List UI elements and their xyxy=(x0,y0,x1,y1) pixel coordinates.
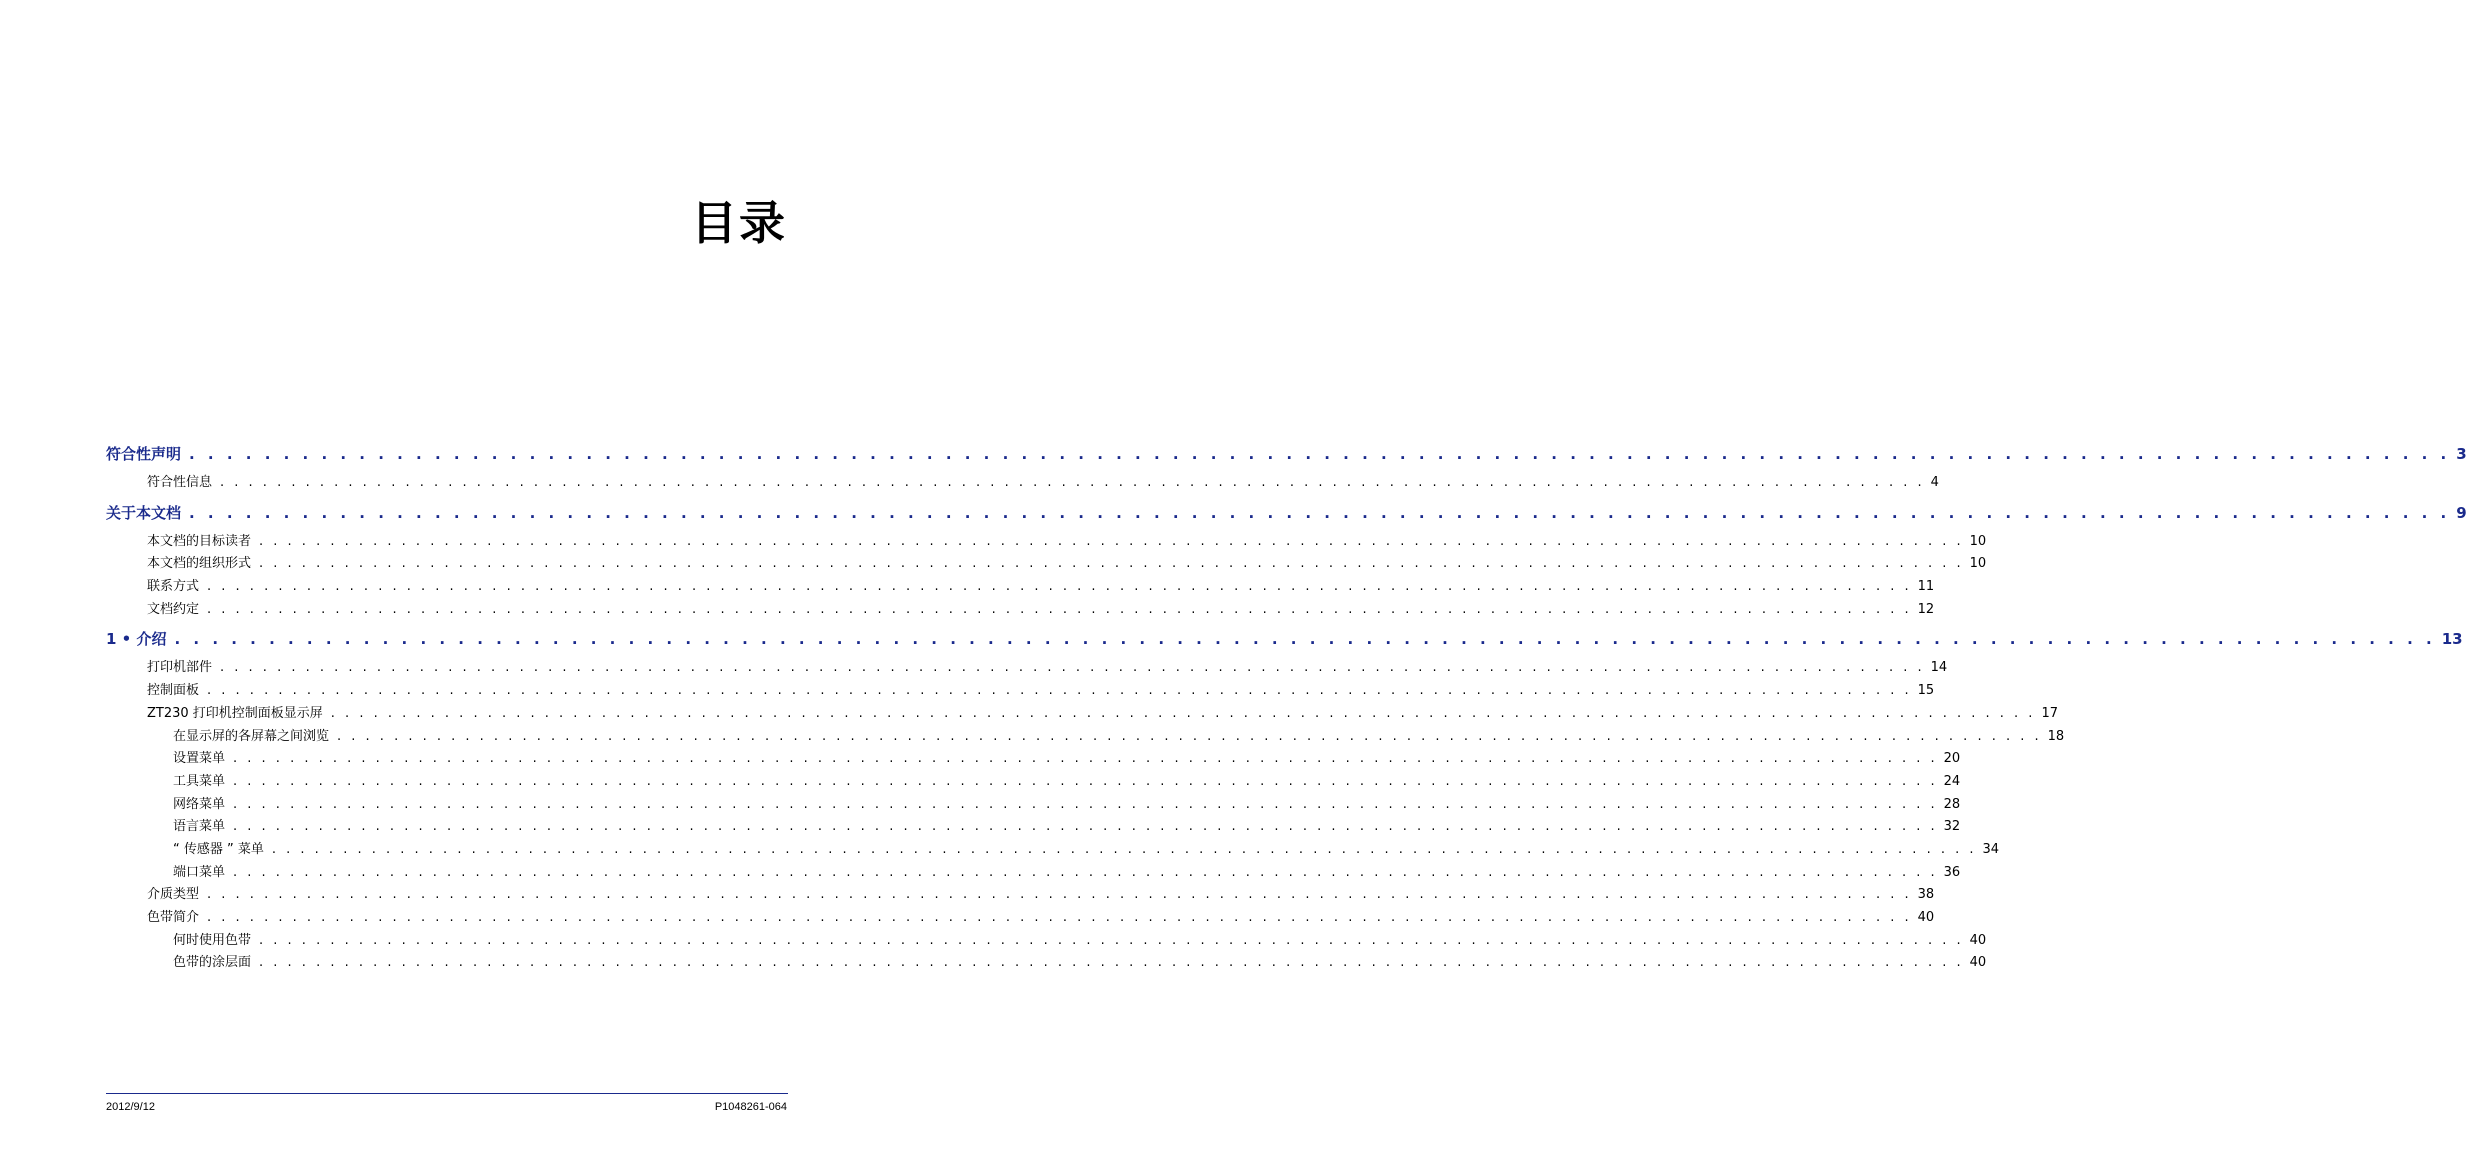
toc-dot-leader: . . . . . . . . . . . . . . . . . . . . . . . . . . . . . . . . . . . . . . . . . . . . . . . . . . . . . . . . . . . . . . . . . . . . . . . . . . . . . . . . . . . . . . . . . . . . . . . . . . . . . . . . . . . . . . . . . . . . . . . . xyxy=(259,955,1964,971)
toc-entry-label: 1 • 介绍 xyxy=(106,630,167,649)
toc-dot-leader: . . . . . . . . . . . . . . . . . . . . . . . . . . . . . . . . . . . . . . . . . . . . . . . . . . . . . . . . . . . . . . . . . . . . . . . . . . . . . . . . . . . . . . . . . . . . . . . . . . . . . . . . . . . . . . . . . . . . . . . . xyxy=(174,630,2436,649)
toc-entry-label: 介质类型 xyxy=(147,887,200,903)
toc-entry-label: 端口菜单 xyxy=(173,864,226,880)
toc-dot-leader: . . . . . . . . . . . . . . . . . . . . . . . . . . . . . . . . . . . . . . . . . . . . . . . . . . . . . . . . . . . . . . . . . . . . . . . . . . . . . . . . . . . . . . . . . . . . . . . . . . . . . . . . . . . . . . . . . . . . . . . . xyxy=(233,773,1938,789)
toc-page-number: 3 xyxy=(2456,445,2467,463)
toc-page-number: 40 xyxy=(1917,910,1935,925)
toc-dot-leader: . . . . . . . . . . . . . . . . . . . . . . . . . . . . . . . . . . . . . . . . . . . . . . . . . . . . . . . . . . . . . . . . . . . . . . . . . . . . . . . . . . . . . . . . . . . . . . . . . . . . . . . . . . . . . . . . . . . . . . . . xyxy=(207,683,1912,699)
toc-page-number: 9 xyxy=(2456,503,2467,522)
toc-chapter-entry[interactable] xyxy=(106,626,2463,657)
toc-entry-label: 打印机部件 xyxy=(147,660,213,676)
toc-entry[interactable] xyxy=(106,952,1987,975)
toc-dot-leader: . . . . . . . . . . . . . . . . . . . . . . . . . . . . . . . . . . . . . . . . . . . . . . . . . . . . . . . . . . . . . . . . . . . . . . . . . . . . . . . . . . . . . . . . . . . . . . . . . . . . . . . . . . . . . . . . . . . . . . . . xyxy=(233,864,1938,880)
toc-dot-leader: . . . . . . . . . . . . . . . . . . . . . . . . . . . . . . . . . . . . . . . . . . . . . . . . . . . . . . . . . . . . . . . . . . . . . . . . . . . . . . . . . . . . . . . . . . . . . . . . . . . . . . . . . . . . . . . . . . . . . . . . xyxy=(207,910,1912,925)
toc-page-number: 15 xyxy=(1917,683,1935,699)
toc-entry-label: 本文档的组织形式 xyxy=(147,556,252,572)
toc-entry[interactable] xyxy=(106,726,2065,749)
toc-page-number: 28 xyxy=(1943,796,1961,812)
toc-entry[interactable] xyxy=(106,576,1935,599)
toc-entry-label: 符合性信息 xyxy=(147,475,213,490)
toc-dot-leader: . . . . . . . . . . . . . . . . . . . . . . . . . . . . . . . . . . . . . . . . . . . . . . . . . . . . . . . . . . . . . . . . . . . . . . . . . . . . . . . . . . . . . . . . . . . . . . . . . . . . . . . . . . . . . . . . . . . . . . . . xyxy=(259,932,1964,948)
footer-date: 2012/9/12 xyxy=(106,1101,155,1113)
toc-dot-leader: . . . . . . . . . . . . . . . . . . . . . . . . . . . . . . . . . . . . . . . . . . . . . . . . . . . . . . . . . . . . . . . . . . . . . . . . . . . . . . . . . . . . . . . . . . . . . . . . . . . . . . . . . . . . . . . . . . . . . . . . xyxy=(207,887,1912,903)
toc-dot-leader: . . . . . . . . . . . . . . . . . . . . . . . . . . . . . . . . . . . . . . . . . . . . . . . . . . . . . . . . . . . . . . . . . . . . . . . . . . . . . . . . . . . . . . . . . . . . . . . . . . . . . . . . . . . . . . . . . . . . . . . . xyxy=(189,503,2451,522)
toc-entry[interactable] xyxy=(106,771,1961,794)
footer-doc-number: P1048261-064 xyxy=(714,1101,787,1113)
toc-entry[interactable] xyxy=(106,794,1961,817)
toc-dot-leader: . . . . . . . . . . . . . . . . . . . . . . . . . . . . . . . . . . . . . . . . . . . . . . . . . . . . . . . . . . . . . . . . . . . . . . . . . . . . . . . . . . . . . . . . . . . . . . . . . . . . . . . . . . . . . . . . . . . . . . . . xyxy=(207,579,1912,595)
toc-entry[interactable] xyxy=(106,531,1987,554)
toc-entry-label: 符合性声明 xyxy=(106,445,182,463)
toc-entry[interactable] xyxy=(106,599,1935,622)
toc-entry-label: 本文档的目标读者 xyxy=(147,533,252,549)
toc-dot-leader: . . . . . . . . . . . . . . . . . . . . . . . . . . . . . . . . . . . . . . . . . . . . . . . . . . . . . . . . . . . . . . . . . . . . . . . . . . . . . . . . . . . . . . . . . . . . . . . . . . . . . . . . . . . . . . . . . . . . . . . . xyxy=(271,841,1977,857)
toc-entry-label: 关于本文档 xyxy=(106,503,182,522)
toc-entry[interactable] xyxy=(106,553,1987,576)
toc-entry-label: 联系方式 xyxy=(147,579,200,595)
toc-entry[interactable] xyxy=(106,884,1935,907)
toc-entry-label: 控制面板 xyxy=(147,683,200,699)
toc-dot-leader: . . . . . . . . . . . . . . . . . . . . . . . . . . . . . . . . . . . . . . . . . . . . . . . . . . . . . . . . . . . . . . . . . . . . . . . . . . . . . . . . . . . . . . . . . . . . . . . . . . . . . . . . . . . . . . . . . . . . . . . . xyxy=(189,445,2451,463)
toc-page-number: 18 xyxy=(2047,728,2065,744)
toc-page-number: 24 xyxy=(1943,773,1961,789)
toc-entry-label: ZT230 打印机控制面板显示屏 xyxy=(147,705,323,721)
toc-page-number: 14 xyxy=(1930,660,1948,676)
toc-page-number: 13 xyxy=(2441,630,2463,649)
toc-page-number: 38 xyxy=(1917,887,1935,903)
toc-page-number: 17 xyxy=(2041,705,2058,721)
toc-entry-label: 色带简介 xyxy=(147,910,200,925)
toc-dot-leader: . . . . . . . . . . . . . . . . . . . . . . . . . . . . . . . . . . . . . . . . . . . . . . . . . . . . . . . . . . . . . . . . . . . . . . . . . . . . . . . . . . . . . . . . . . . . . . . . . . . . . . . . . . . . . . . . . . . . . . . . xyxy=(233,796,1938,812)
toc-page-number: 4 xyxy=(1930,475,1939,490)
toc-entry-label: 文档约定 xyxy=(147,601,200,617)
toc-entry[interactable] xyxy=(106,657,1948,680)
toc-entry[interactable] xyxy=(106,930,1987,953)
toc-entry[interactable] xyxy=(106,862,1961,885)
toc-dot-leader: . . . . . . . . . . . . . . . . . . . . . . . . . . . . . . . . . . . . . . . . . . . . . . . . . . . . . . . . . . . . . . . . . . . . . . . . . . . . . . . . . . . . . . . . . . . . . . . . . . . . . . . . . . . . . . . . . . . . . . . . xyxy=(233,819,1938,835)
toc-page-number: 20 xyxy=(1943,751,1961,767)
toc-dot-leader: . . . . . . . . . . . . . . . . . . . . . . . . . . . . . . . . . . . . . . . . . . . . . . . . . . . . . . . . . . . . . . . . . . . . . . . . . . . . . . . . . . . . . . . . . . . . . . . . . . . . . . . . . . . . . . . . . . . . . . . . xyxy=(233,751,1938,767)
toc-page-number: 10 xyxy=(1969,533,1987,549)
table-of-contents xyxy=(106,441,2467,975)
toc-entry[interactable] xyxy=(106,703,2058,726)
toc-entry-label: “ 传感器 ” 菜单 xyxy=(173,841,264,857)
footer-divider xyxy=(106,1093,788,1094)
toc-entry[interactable] xyxy=(106,748,1961,771)
toc-page-number: 10 xyxy=(1969,556,1987,572)
toc-entry[interactable] xyxy=(106,472,1939,495)
toc-page-number: 12 xyxy=(1917,601,1935,617)
toc-page-number: 34 xyxy=(1982,841,2000,857)
toc-entry[interactable] xyxy=(106,816,1961,839)
toc-entry-label: 设置菜单 xyxy=(173,751,226,767)
toc-entry[interactable] xyxy=(106,680,1935,703)
toc-dot-leader: . . . . . . . . . . . . . . . . . . . . . . . . . . . . . . . . . . . . . . . . . . . . . . . . . . . . . . . . . . . . . . . . . . . . . . . . . . . . . . . . . . . . . . . . . . . . . . . . . . . . . . . . . . . . . . . . . . . . . . . . xyxy=(220,475,1925,490)
toc-chapter-entry[interactable] xyxy=(106,441,2467,472)
toc-entry-label: 在显示屏的各屏幕之间浏览 xyxy=(173,728,330,744)
toc-dot-leader: . . . . . . . . . . . . . . . . . . . . . . . . . . . . . . . . . . . . . . . . . . . . . . . . . . . . . . . . . . . . . . . . . . . . . . . . . . . . . . . . . . . . . . . . . . . . . . . . . . . . . . . . . . . . . . . . . . . . . . . . xyxy=(220,660,1925,676)
toc-entry[interactable] xyxy=(106,907,1935,930)
toc-entry-label: 网络菜单 xyxy=(173,796,226,812)
toc-dot-leader: . . . . . . . . . . . . . . . . . . . . . . . . . . . . . . . . . . . . . . . . . . . . . . . . . . . . . . . . . . . . . . . . . . . . . . . . . . . . . . . . . . . . . . . . . . . . . . . . . . . . . . . . . . . . . . . . . . . . . . . . xyxy=(207,601,1912,617)
toc-dot-leader: . . . . . . . . . . . . . . . . . . . . . . . . . . . . . . . . . . . . . . . . . . . . . . . . . . . . . . . . . . . . . . . . . . . . . . . . . . . . . . . . . . . . . . . . . . . . . . . . . . . . . . . . . . . . . . . . . . . . . . . . xyxy=(259,556,1964,572)
toc-page-number: 11 xyxy=(1917,579,1935,595)
toc-chapter-entry[interactable] xyxy=(106,500,2467,531)
toc-page-number: 36 xyxy=(1943,864,1961,880)
toc-entry-label: 工具菜单 xyxy=(173,773,226,789)
toc-page-number: 40 xyxy=(1969,932,1987,948)
page-title: 目录 xyxy=(691,196,787,250)
toc-entry-label: 色带的涂层面 xyxy=(173,955,252,971)
toc-page-number: 40 xyxy=(1969,955,1987,971)
toc-dot-leader: . . . . . . . . . . . . . . . . . . . . . . . . . . . . . . . . . . . . . . . . . . . . . . . . . . . . . . . . . . . . . . . . . . . . . . . . . . . . . . . . . . . . . . . . . . . . . . . . . . . . . . . . . . . . . . . . . . . . . . . . xyxy=(337,728,2042,744)
toc-entry-label: 语言菜单 xyxy=(173,819,226,835)
toc-page-number: 32 xyxy=(1943,819,1961,835)
toc-dot-leader: . . . . . . . . . . . . . . . . . . . . . . . . . . . . . . . . . . . . . . . . . . . . . . . . . . . . . . . . . . . . . . . . . . . . . . . . . . . . . . . . . . . . . . . . . . . . . . . . . . . . . . . . . . . . . . . . . . . . . . . . xyxy=(330,705,2036,721)
toc-dot-leader: . . . . . . . . . . . . . . . . . . . . . . . . . . . . . . . . . . . . . . . . . . . . . . . . . . . . . . . . . . . . . . . . . . . . . . . . . . . . . . . . . . . . . . . . . . . . . . . . . . . . . . . . . . . . . . . . . . . . . . . . xyxy=(259,533,1964,549)
toc-entry-label: 何时使用色带 xyxy=(173,932,252,948)
toc-entry[interactable] xyxy=(106,839,2000,862)
